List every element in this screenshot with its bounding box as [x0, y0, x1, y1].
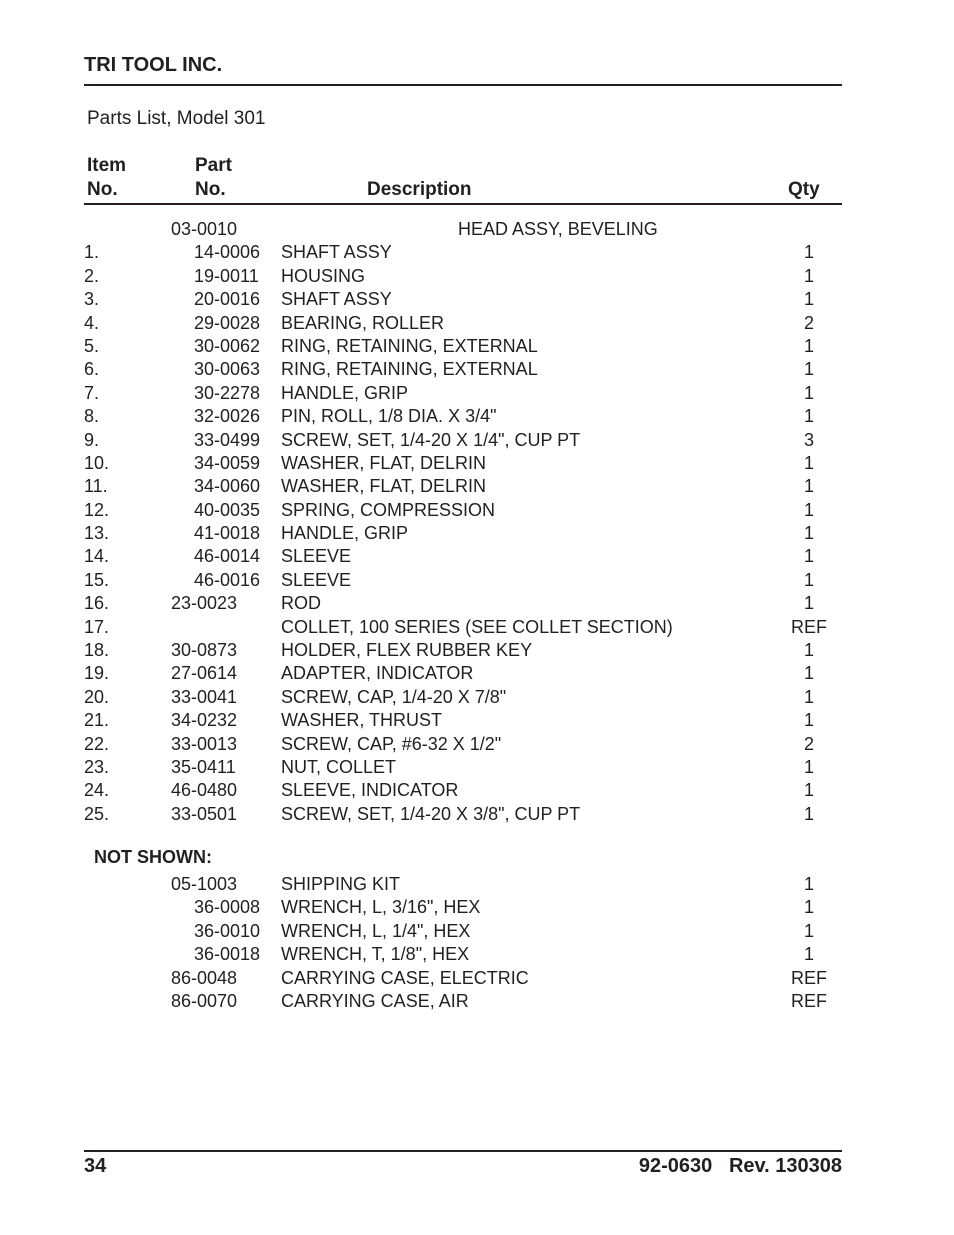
- part-qty: 1: [803, 382, 814, 403]
- part-description: HOLDER, FLEX RUBBER KEY: [281, 640, 533, 661]
- part-description: ADAPTER, INDICATOR: [281, 663, 474, 684]
- part-number: 19-0011: [194, 265, 259, 286]
- col-item-header-1: Item: [87, 155, 127, 176]
- part-qty: 1: [803, 686, 814, 707]
- table-row: [0, 944, 954, 967]
- part-description: WASHER, FLAT, DELRIN: [281, 452, 487, 473]
- part-number: 29-0028: [194, 312, 261, 333]
- part-description: RING, RETAINING, EXTERNAL: [281, 335, 538, 356]
- part-description: HOUSING: [281, 265, 366, 286]
- part-description: SPRING, COMPRESSION: [281, 499, 496, 520]
- table-row: [0, 710, 954, 733]
- part-description: WRENCH, T, 1/8", HEX: [281, 944, 470, 965]
- col-description-header: Description: [367, 179, 472, 200]
- part-number: 05-1003: [171, 874, 238, 894]
- item-number: 22.: [84, 733, 110, 754]
- part-number: 36-0008: [194, 897, 261, 918]
- part-number: 86-0070: [171, 990, 238, 1011]
- part-qty: 1: [803, 289, 814, 310]
- part-description: SHAFT ASSY: [281, 289, 392, 310]
- item-number: 19.: [84, 663, 110, 684]
- page-number: 34: [84, 1155, 107, 1177]
- table-row: [0, 523, 954, 546]
- table-row: [0, 593, 954, 616]
- part-qty: 1: [803, 452, 814, 473]
- part-description: HANDLE, GRIP: [281, 382, 409, 403]
- part-description: WASHER, FLAT, DELRIN: [281, 476, 487, 497]
- part-qty: 1: [803, 242, 814, 263]
- part-number: 03-0010: [171, 219, 238, 239]
- part-description: SLEEVE, INDICATOR: [281, 780, 459, 801]
- table-row: [0, 500, 954, 523]
- part-qty: 1: [803, 406, 814, 427]
- item-number: 16.: [84, 593, 110, 614]
- part-qty: 1: [803, 640, 814, 661]
- part-description: WASHER, THRUST: [281, 710, 443, 731]
- item-number: 1.: [84, 242, 100, 263]
- item-number: 14.: [84, 546, 110, 567]
- col-item-header-2: No.: [87, 179, 118, 200]
- part-qty: 1: [803, 663, 814, 684]
- item-number: 17.: [84, 616, 110, 637]
- part-number: 46-0016: [194, 569, 261, 590]
- part-description: SLEEVE: [281, 546, 352, 567]
- part-number: 36-0018: [194, 944, 261, 965]
- table-row: [0, 359, 954, 382]
- not-shown-heading: NOT SHOWN:: [94, 847, 212, 867]
- part-qty: 1: [803, 756, 814, 777]
- part-qty: 1: [803, 546, 814, 567]
- item-number: 18.: [84, 640, 110, 661]
- item-number: 10.: [84, 452, 110, 473]
- table-row: [0, 687, 954, 710]
- page-subtitle: Parts List, Model 301: [87, 108, 266, 129]
- part-qty: 1: [803, 920, 814, 941]
- part-qty: 1: [803, 359, 814, 380]
- footer-rule: [84, 1150, 842, 1152]
- table-row: [0, 804, 954, 827]
- part-qty: 1: [803, 265, 814, 286]
- part-number: 36-0010: [194, 920, 261, 941]
- part-description: SCREW, CAP, #6-32 X 1/2": [281, 733, 502, 754]
- part-description: CARRYING CASE, AIR: [281, 990, 469, 1011]
- part-number: 34-0059: [194, 452, 261, 473]
- part-number: 34-0060: [194, 476, 261, 497]
- part-qty: 1: [803, 897, 814, 918]
- part-description: ROD: [281, 593, 321, 614]
- part-qty: REF: [791, 616, 827, 637]
- table-row: [0, 780, 954, 803]
- part-number: 34-0232: [171, 710, 238, 731]
- part-description: WRENCH, L, 3/16", HEX: [281, 897, 481, 918]
- table-row: [0, 570, 954, 593]
- table-row: [0, 336, 954, 359]
- part-number: 23-0023: [171, 593, 238, 614]
- part-qty: 1: [803, 499, 814, 520]
- table-row: [0, 546, 954, 569]
- part-qty: 1: [803, 710, 814, 731]
- table-row: [0, 874, 954, 897]
- part-number: 33-0013: [171, 733, 238, 754]
- part-number: 35-0411: [171, 756, 236, 777]
- part-number: 46-0014: [194, 546, 261, 567]
- part-number: 20-0016: [194, 289, 261, 310]
- table-row: [0, 757, 954, 780]
- part-description: WRENCH, L, 1/4", HEX: [281, 920, 471, 941]
- table-row: [0, 266, 954, 289]
- part-description: NUT, COLLET: [281, 756, 397, 777]
- part-qty: 1: [803, 944, 814, 965]
- item-number: 11.: [84, 476, 108, 497]
- part-qty: 1: [803, 874, 814, 894]
- part-number: 33-0041: [171, 686, 238, 707]
- table-row: [0, 640, 954, 663]
- part-qty: 1: [803, 593, 814, 614]
- table-row: [0, 219, 954, 242]
- item-number: 3.: [84, 289, 100, 310]
- table-row: [0, 406, 954, 429]
- part-number: 30-0873: [171, 640, 238, 661]
- table-row: [0, 430, 954, 453]
- table-row: [0, 383, 954, 406]
- item-number: 6.: [84, 359, 100, 380]
- part-number: 40-0035: [194, 499, 261, 520]
- item-number: 5.: [84, 335, 100, 356]
- table-row: [0, 617, 954, 640]
- table-row: [0, 476, 954, 499]
- part-number: 41-0018: [194, 523, 261, 544]
- part-qty: 1: [803, 476, 814, 497]
- item-number: 7.: [84, 382, 100, 403]
- part-description: SCREW, SET, 1/4-20 X 3/8", CUP PT: [281, 803, 581, 824]
- part-description: HANDLE, GRIP: [281, 523, 409, 544]
- table-row: [0, 897, 954, 920]
- part-qty: 1: [803, 523, 814, 544]
- part-description: SCREW, SET, 1/4-20 X 1/4", CUP PT: [281, 429, 581, 450]
- header-rule: [84, 84, 842, 86]
- item-number: 15.: [84, 569, 110, 590]
- part-description: SLEEVE: [281, 569, 352, 590]
- part-number: 27-0614: [171, 663, 238, 684]
- col-part-header-1: Part: [195, 155, 232, 176]
- part-number: 46-0480: [171, 780, 238, 801]
- part-qty: 3: [803, 429, 814, 450]
- table-row: [0, 289, 954, 312]
- part-qty: 2: [803, 733, 814, 754]
- part-qty: 2: [803, 312, 814, 333]
- table-row: [0, 991, 954, 1014]
- part-description: CARRYING CASE, ELECTRIC: [281, 967, 529, 988]
- table-row: [0, 453, 954, 476]
- company-name: TRI TOOL INC.: [84, 54, 223, 76]
- item-number: 12.: [84, 499, 110, 520]
- not-shown-table: [0, 874, 954, 1014]
- item-number: 9.: [84, 429, 100, 450]
- part-number: 86-0048: [171, 967, 238, 988]
- part-qty: REF: [791, 967, 827, 988]
- col-part-header-2: No.: [195, 179, 226, 200]
- part-number: 30-2278: [194, 382, 261, 403]
- table-row: [0, 734, 954, 757]
- part-qty: 1: [803, 335, 814, 356]
- part-qty: 1: [803, 803, 814, 824]
- part-qty: 1: [803, 569, 814, 590]
- table-row: [0, 313, 954, 336]
- item-number: 21.: [84, 710, 110, 731]
- part-number: 33-0501: [171, 803, 238, 824]
- item-number: 8.: [84, 406, 100, 427]
- part-number: 33-0499: [194, 429, 261, 450]
- part-description: SHIPPING KIT: [281, 874, 401, 894]
- item-number: 20.: [84, 686, 110, 707]
- part-description: PIN, ROLL, 1/8 DIA. X 3/4": [281, 406, 497, 427]
- part-number: 14-0006: [194, 242, 261, 263]
- document-revision: 92-0630 Rev. 130308: [638, 1155, 842, 1177]
- table-row: [0, 921, 954, 944]
- item-number: 25.: [84, 803, 110, 824]
- part-qty: 1: [803, 780, 814, 801]
- item-number: 24.: [84, 780, 110, 801]
- part-number: 30-0063: [194, 359, 261, 380]
- item-number: 2.: [84, 265, 100, 286]
- table-header-rule: [84, 203, 842, 205]
- part-number: 30-0062: [194, 335, 261, 356]
- item-number: 23.: [84, 756, 110, 777]
- part-description: COLLET, 100 SERIES (SEE COLLET SECTION): [281, 616, 673, 637]
- part-description: SHAFT ASSY: [281, 242, 392, 263]
- parts-table: [0, 219, 954, 827]
- item-number: 13.: [84, 523, 110, 544]
- table-row: [0, 663, 954, 686]
- part-description: BEARING, ROLLER: [281, 312, 445, 333]
- part-qty: REF: [791, 990, 827, 1011]
- part-description: HEAD ASSY, BEVELING: [458, 219, 658, 239]
- part-description: RING, RETAINING, EXTERNAL: [281, 359, 538, 380]
- part-number: 32-0026: [194, 406, 261, 427]
- item-number: 4.: [84, 312, 100, 333]
- part-description: SCREW, CAP, 1/4-20 X 7/8": [281, 686, 507, 707]
- col-qty-header: Qty: [788, 179, 820, 200]
- table-row: [0, 968, 954, 991]
- table-row: [0, 242, 954, 265]
